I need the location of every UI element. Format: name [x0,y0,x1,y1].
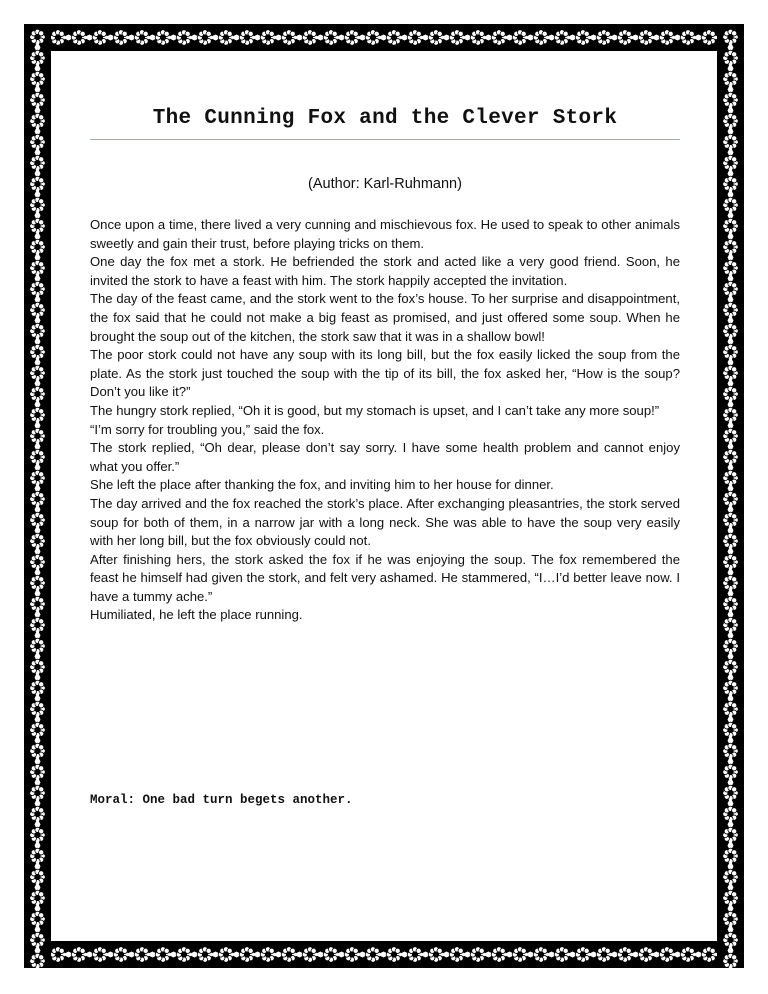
story-paragraph: She left the place after thanking the fox, and inviting him to her house for dinner. [90,477,554,493]
story-paragraph: The day arrived and the fox reached the stork’s place. After exchanging pleasantries, the stork served soup for both of them, in a narrow jar with a long neck. She was able to have the soup very easily with her long bill, but the fox obviously could not. [90,495,680,549]
story-paragraph: Humiliated, he left the place running. [90,607,303,623]
story-paragraph: One day the fox met a stork. He befriended the stork and acted like a very good friend. Soon, he invited the stork to have a feast with him. The stork happily accepted the invitation. [90,254,680,288]
story-paragraph: Once upon a time, there lived a very cunning and mischievous fox. He used to speak to other animals sweetly and gain their trust, before playing tricks on them. [90,217,680,251]
border-pattern [717,24,744,968]
story-paragraph: The poor stork could not have any soup with its long bill, but the fox easily licked the soup from the plate. As the stork just touched the soup with the tip of its bill, the fox asked her, “How is the soup? Don’t you like it?” [90,347,680,400]
page-title: The Cunning Fox and the Clever Stork [152,107,618,130]
author-line: (Author: Karl-Ruhmann) [308,176,462,192]
title-underline [90,139,680,140]
story-paragraph: “I’m sorry for troubling you,” said the fox. [90,421,325,437]
moral-line: Moral: One bad turn begets another. [90,793,353,807]
flower-icon [30,953,46,968]
story-paragraph: The hungry stork replied, “Oh it is good, but my stomach is upset, and I can’t take any more soup!” [90,402,660,418]
story-paragraph: The day of the feast came, and the stork went to the fox’s house. To her surprise and disappointment, the fox said that he could not make a big feast as promised, and just offered some soup. When he brought the soup out of the kitchen, the stork saw that it was in a shallow bowl! [90,291,680,344]
border-pattern [24,941,744,968]
flower-icon [723,953,739,968]
border-pattern [24,24,51,968]
page-border-right [717,24,744,968]
page-border-left [24,24,51,968]
page-border-top [24,24,744,51]
story-paragraph: After finishing hers, the stork asked the fox if he was enjoying the soup. The fox remembered the feast he himself had given the stork, and felt very ashamed. He stammered, “I…I’d better leave now. I have a tummy ache.” [90,551,680,604]
page-border-bottom [24,941,744,968]
story-paragraph: The stork replied, “Oh dear, please don’t say sorry. I have some health problem and cannot enjoy what you offer.” [90,440,680,474]
story-body [90,216,680,625]
border-pattern [24,24,744,51]
